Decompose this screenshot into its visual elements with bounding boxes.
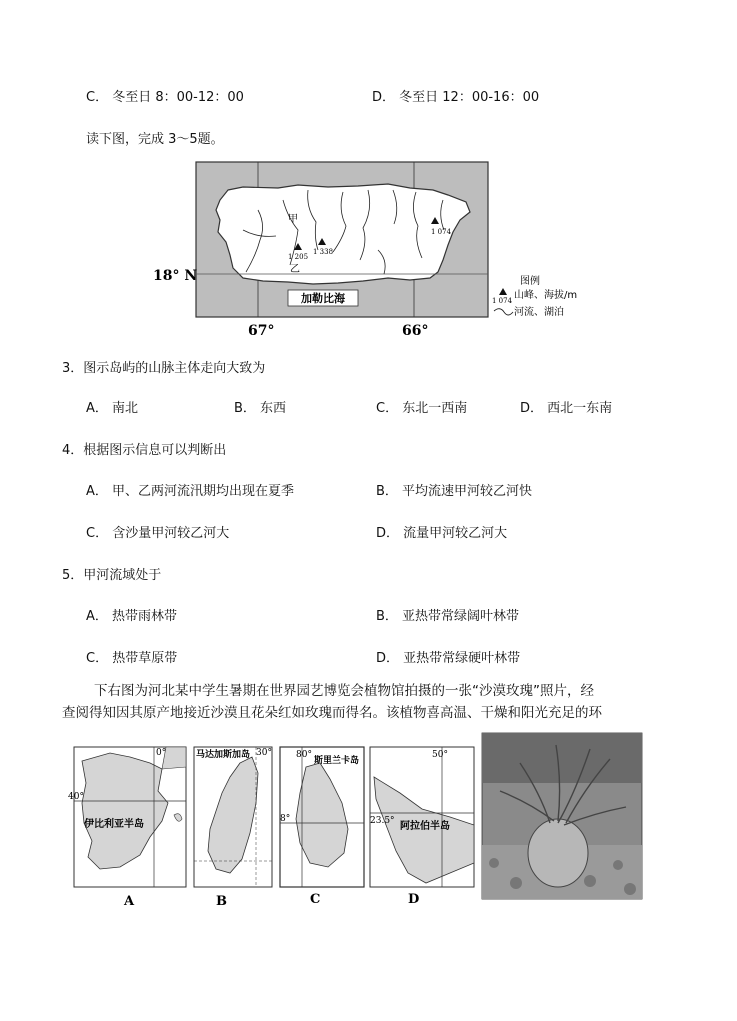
- label-madagascar: 马达加斯加岛: [196, 750, 251, 760]
- peak-1074: 1 074: [431, 228, 452, 236]
- svg-text:50°: 50°: [432, 750, 448, 760]
- q5-option-c: C． 热带草原带: [86, 651, 178, 666]
- label-iberia: 伊比利亚半岛: [84, 819, 144, 830]
- q4-option-b: B． 平均流速甲河较乙河快: [376, 484, 533, 499]
- label-yi: 乙: [290, 264, 300, 275]
- q5-option-b: B． 亚热带常绿阔叶林带: [376, 609, 520, 624]
- puerto-rico-map: [148, 160, 598, 340]
- map-d-arabia: [370, 747, 474, 907]
- q3-option-a: A． 南北: [86, 401, 139, 416]
- section-intro: 读下图，完成 3～5题。: [86, 132, 224, 147]
- q5-option-a: A． 热带雨林带: [86, 609, 178, 624]
- map-d-letter: D: [408, 892, 420, 907]
- q4-option-d: D． 流量甲河较乙河大: [376, 526, 508, 541]
- sea-label: 加勒比海: [301, 292, 345, 305]
- lat-label: 18° N: [153, 268, 198, 284]
- q3-option-d: D． 西北一东南: [520, 401, 613, 416]
- desert-rose-photo: [482, 733, 642, 899]
- q2-option-d: D． 冬至日 12：00-16：00: [372, 90, 540, 105]
- svg-text:23.5°: 23.5°: [370, 816, 395, 826]
- legend-river-text: 河流、湖泊: [514, 307, 564, 318]
- svg-text:40°: 40°: [68, 792, 84, 802]
- passage-line-2: 查阅得知因其原产地接近沙漠且花朵红如玫瑰而得名。该植物喜高温、干燥和阳光充足的环: [62, 705, 602, 721]
- legend-peak-text: 山峰、海拔/m: [514, 290, 578, 301]
- peak-1338: 1 338: [313, 248, 334, 256]
- legend-peak-value: 1 074: [492, 297, 513, 305]
- q5-stem: 5．甲河流域处于: [62, 568, 162, 583]
- legend-peak-icon: [499, 288, 507, 295]
- label-jia: 甲: [288, 214, 298, 225]
- label-arabia: 阿拉伯半岛: [400, 821, 450, 832]
- map-b-madagascar: [194, 747, 272, 909]
- q3-option-c: C． 东北一西南: [376, 401, 468, 416]
- map-c-letter: C: [310, 892, 321, 907]
- passage-line-1: 下右图为河北某中学生暑期在世界园艺博览会植物馆拍摄的一张“沙漠玫瑰”照片，经: [94, 683, 594, 699]
- q4-stem: 4．根据图示信息可以判断出: [62, 443, 227, 458]
- svg-text:80°: 80°: [296, 750, 312, 760]
- peninsula-maps: [70, 733, 650, 913]
- q2-option-c: C． 冬至日 8：00-12：00: [86, 90, 244, 105]
- svg-text:8°: 8°: [280, 814, 291, 824]
- lon-66: 66°: [402, 323, 429, 339]
- map-a-iberia: [68, 747, 186, 909]
- q4-option-c: C． 含沙量甲河较乙河大: [86, 526, 230, 541]
- q4-option-a: A． 甲、乙两河流汛期均出现在夏季: [86, 484, 295, 499]
- map-a-letter: A: [124, 894, 135, 909]
- lon-67: 67°: [248, 323, 275, 339]
- label-srilanka: 斯里兰卡岛: [314, 756, 360, 766]
- map-c-srilanka: [280, 747, 364, 907]
- map-b-letter: B: [216, 894, 227, 909]
- q3-stem: 3．图示岛屿的山脉主体走向大致为: [62, 361, 266, 376]
- q5-option-d: D． 亚热带常绿硬叶林带: [376, 651, 521, 666]
- peak-1205: 1 205: [288, 253, 309, 261]
- q3-option-b: B． 东西: [234, 401, 287, 416]
- legend-title: 图例: [520, 276, 540, 287]
- svg-text:0°: 0°: [156, 748, 167, 758]
- legend-river-icon: [494, 309, 513, 315]
- svg-text:30°: 30°: [256, 748, 272, 758]
